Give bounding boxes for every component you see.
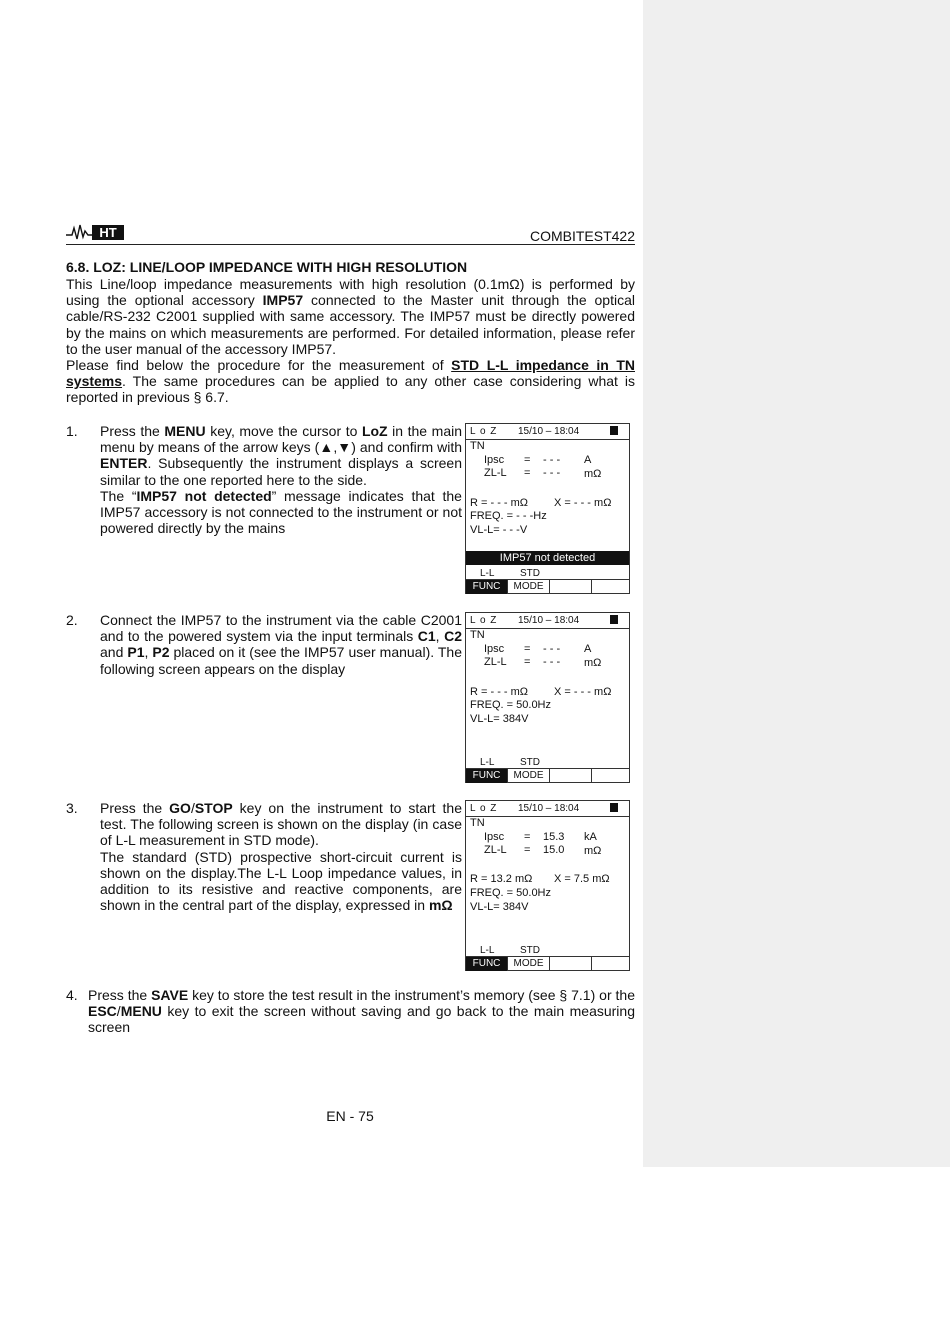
screens-0-ipsc-label: Ipsc (484, 454, 505, 466)
softkey-mode: MODE (508, 957, 550, 971)
steps-0-b5: IMP57 not detected (136, 487, 272, 504)
screen-datetime: 15/10 – 18:04 (518, 615, 580, 626)
screen-datetime: 15/10 – 18:04 (518, 803, 580, 814)
screens-2-keys-2 (550, 957, 592, 971)
intro-paragraph (66, 276, 635, 406)
steps-2-b1: GO (169, 800, 191, 816)
steps-1-t1: Connect the IMP57 to the instrument via the cable C2001 and to the powered system via the input terminals (100, 612, 462, 645)
section-intro-4: . The same procedures can be applied to any other case considering what is reported in previous § 6.7. (66, 373, 635, 406)
steps-2-t3: key on the instrument to start the test. The following screen is shown on the display (in case of L-L measurement in STD mode). (100, 800, 462, 849)
screens-0-zl-eq: = (524, 467, 531, 479)
comment-margin-panel (643, 0, 950, 1167)
softkey-bar (466, 768, 629, 783)
screens-0-opt2: STD (520, 568, 540, 579)
section-intro-2: connected to the Master unit through the optical cable/RS-232 C2001 supplied with same accessory. The IMP57 must be directly powered by the mains on which measurements are performed. For detailed information, please refer to the user manual of the accessory IMP57. (66, 292, 635, 357)
screens-2-x: X = 7.5 mΩ (554, 873, 610, 885)
screens-2-opt2: STD (520, 945, 540, 956)
page-number: EN - 75 (326, 1108, 374, 1124)
steps-3-b3: MENU (120, 1003, 162, 1020)
steps-1-t5: placed on it (see the IMP57 user manual). The following screen appears on the display (100, 644, 462, 677)
screens-2-zl-val: 15.0 (543, 844, 565, 856)
softkey-func: FUNC (466, 769, 508, 783)
softkey-func: FUNC (466, 957, 508, 971)
screens-0-ipsc-eq: = (524, 454, 531, 466)
step-number: 1. (66, 423, 78, 439)
screens-1-keys-2 (550, 769, 592, 783)
screens-0-ipsc-val: - - - (543, 454, 561, 466)
step-number: 3. (66, 800, 78, 816)
steps-3-t3: / (116, 1003, 121, 1020)
steps-2-t1: Press the (100, 800, 170, 816)
screens-1-ipsc-label: Ipsc (484, 643, 505, 655)
step-2-text (100, 612, 462, 677)
step-3-text (100, 800, 462, 913)
screens-1-vll: VL-L= 384V (470, 713, 529, 725)
steps-0-t5: The “ (100, 487, 137, 504)
screens-0-zl-unit: mΩ (584, 468, 602, 480)
screens-0-zl-label: ZL-L (484, 467, 507, 479)
screens-2-freq: FREQ. = 50.0Hz (470, 887, 552, 899)
screens-2-vll: VL-L= 384V (470, 901, 529, 913)
battery-icon (610, 803, 618, 812)
warning-banner: IMP57 not detected (466, 551, 629, 565)
screens-2-zl-unit: mΩ (584, 845, 602, 857)
step-1-text (100, 423, 462, 536)
steps-0-b2: LoZ (361, 423, 388, 439)
steps-1-t3: and (100, 644, 128, 661)
softkey-bar (466, 956, 629, 971)
section-intro-1: This Line/loop impedance measurements with high resolution (0.1mΩ) is performed by using the optional accessory (66, 276, 635, 309)
steps-2-b4: mΩ (428, 897, 453, 914)
softkey-mode: MODE (508, 580, 550, 594)
screens-0-freq: FREQ. = - - -Hz (470, 510, 547, 522)
steps-0-t3: in the main menu by means of the arrow keys (▲,▼) and confirm with (100, 423, 462, 456)
softkey-func: FUNC (466, 580, 508, 594)
steps-1-b1: C1 (417, 628, 436, 645)
lcd-screen-3 (465, 800, 630, 971)
screens-1-ipsc-unit: A (584, 643, 592, 655)
steps-2-t2: / (190, 800, 195, 816)
screens-0-opt1: L-L (480, 568, 495, 579)
model-name: COMBITEST422 (529, 228, 635, 244)
screens-1-freq: FREQ. = 50.0Hz (470, 699, 552, 711)
screens-0-ipsc-unit: A (584, 454, 592, 466)
screens-2-opt1: L-L (480, 945, 495, 956)
section-intro-imp57: IMP57 (262, 292, 304, 309)
page-header (66, 222, 635, 245)
screens-2-r: R = 13.2 mΩ (470, 873, 533, 885)
screens-0-keys-2 (550, 580, 592, 594)
steps-3-t1: Press the (88, 987, 152, 1003)
screen-function: L o Z (470, 426, 498, 437)
battery-icon (610, 615, 618, 624)
screens-2-zl-eq: = (524, 844, 531, 856)
battery-icon (610, 426, 618, 435)
system-type: TN (470, 629, 485, 641)
steps-2-b2: STOP (194, 800, 233, 816)
ht-logo (66, 222, 126, 241)
screen-function: L o Z (470, 803, 498, 814)
screen-function: L o Z (470, 615, 498, 626)
screens-1-zl-val: - - - (543, 656, 561, 668)
screens-2-ipsc-eq: = (524, 831, 531, 843)
steps-0-b1: MENU (164, 423, 206, 439)
screens-2-keys-3 (592, 957, 629, 971)
system-type: TN (470, 440, 485, 452)
steps-3-t2: key to store the test result in the instrument’s memory (see § 7.1) or the (188, 987, 635, 1003)
screens-1-zl-label: ZL-L (484, 656, 507, 668)
screens-0-vll: VL-L= - - -V (470, 524, 528, 536)
screens-1-ipsc-eq: = (524, 643, 531, 655)
screens-1-zl-unit: mΩ (584, 657, 602, 669)
steps-0-t1: Press the (100, 423, 165, 439)
step-number: 4. (66, 987, 78, 1003)
section-title: 6.8. LOZ: LINE/LOOP IMPEDANCE WITH HIGH RESOLUTION (66, 259, 468, 275)
system-type: TN (470, 817, 485, 829)
steps-3-b2: ESC (88, 1003, 117, 1020)
lcd-screen-2 (465, 612, 630, 783)
screens-0-zl-val: - - - (543, 467, 561, 479)
screens-1-ipsc-val: - - - (543, 643, 561, 655)
steps-1-b3: P1 (127, 644, 145, 661)
screens-2-ipsc-unit: kA (584, 831, 597, 843)
screens-2-ipsc-label: Ipsc (484, 831, 505, 843)
steps-0-t4: . Subsequently the instrument displays a screen similar to the one reported here to the side. (100, 455, 462, 488)
section-intro-3: Please find below the procedure for the measurement of (66, 357, 452, 374)
screens-1-opt1: L-L (480, 757, 495, 768)
steps-1-b2: C2 (444, 628, 462, 645)
screens-0-r: R = - - - mΩ (470, 497, 529, 509)
softkey-mode: MODE (508, 769, 550, 783)
screens-1-x: X = - - - mΩ (554, 686, 612, 698)
softkey-bar (466, 579, 629, 594)
steps-0-t6: ” message indicates that the IMP57 accessory is not connected to the instrument or not powered directly by the mains (100, 487, 462, 537)
steps-2-t4: The standard (STD) prospective short-circuit current is shown on the display.The L-L Loop impedance values, in addition to its resistive and reactive components, are shown in the central part of the display, expressed in (100, 848, 462, 914)
section-intro-std: STD L-L impedance in TN systems (66, 357, 635, 390)
steps-1-t2: , (435, 628, 445, 645)
screens-2-zl-label: ZL-L (484, 844, 507, 856)
screens-0-x: X = - - - mΩ (554, 497, 612, 509)
step-number: 2. (66, 612, 78, 628)
screen-datetime: 15/10 – 18:04 (518, 426, 580, 437)
step-4-text (88, 987, 635, 1036)
screens-0-keys-3 (592, 580, 629, 594)
steps-3-t4: key to exit the screen without saving and go back to the main measuring screen (88, 1003, 635, 1036)
steps-3-b1: SAVE (151, 987, 189, 1003)
steps-0-t2: key, move the cursor to (205, 423, 362, 439)
steps-0-b3: ENTER (100, 455, 148, 472)
screens-1-keys-3 (592, 769, 629, 783)
lcd-screen-1 (465, 423, 630, 594)
screens-1-r: R = - - - mΩ (470, 686, 529, 698)
steps-1-b4: P2 (152, 644, 170, 661)
screens-2-ipsc-val: 15.3 (543, 831, 565, 843)
steps-1-t4: , (144, 644, 153, 661)
screens-1-zl-eq: = (524, 656, 531, 668)
screens-1-opt2: STD (520, 757, 540, 768)
logo-text: HT (99, 225, 117, 240)
